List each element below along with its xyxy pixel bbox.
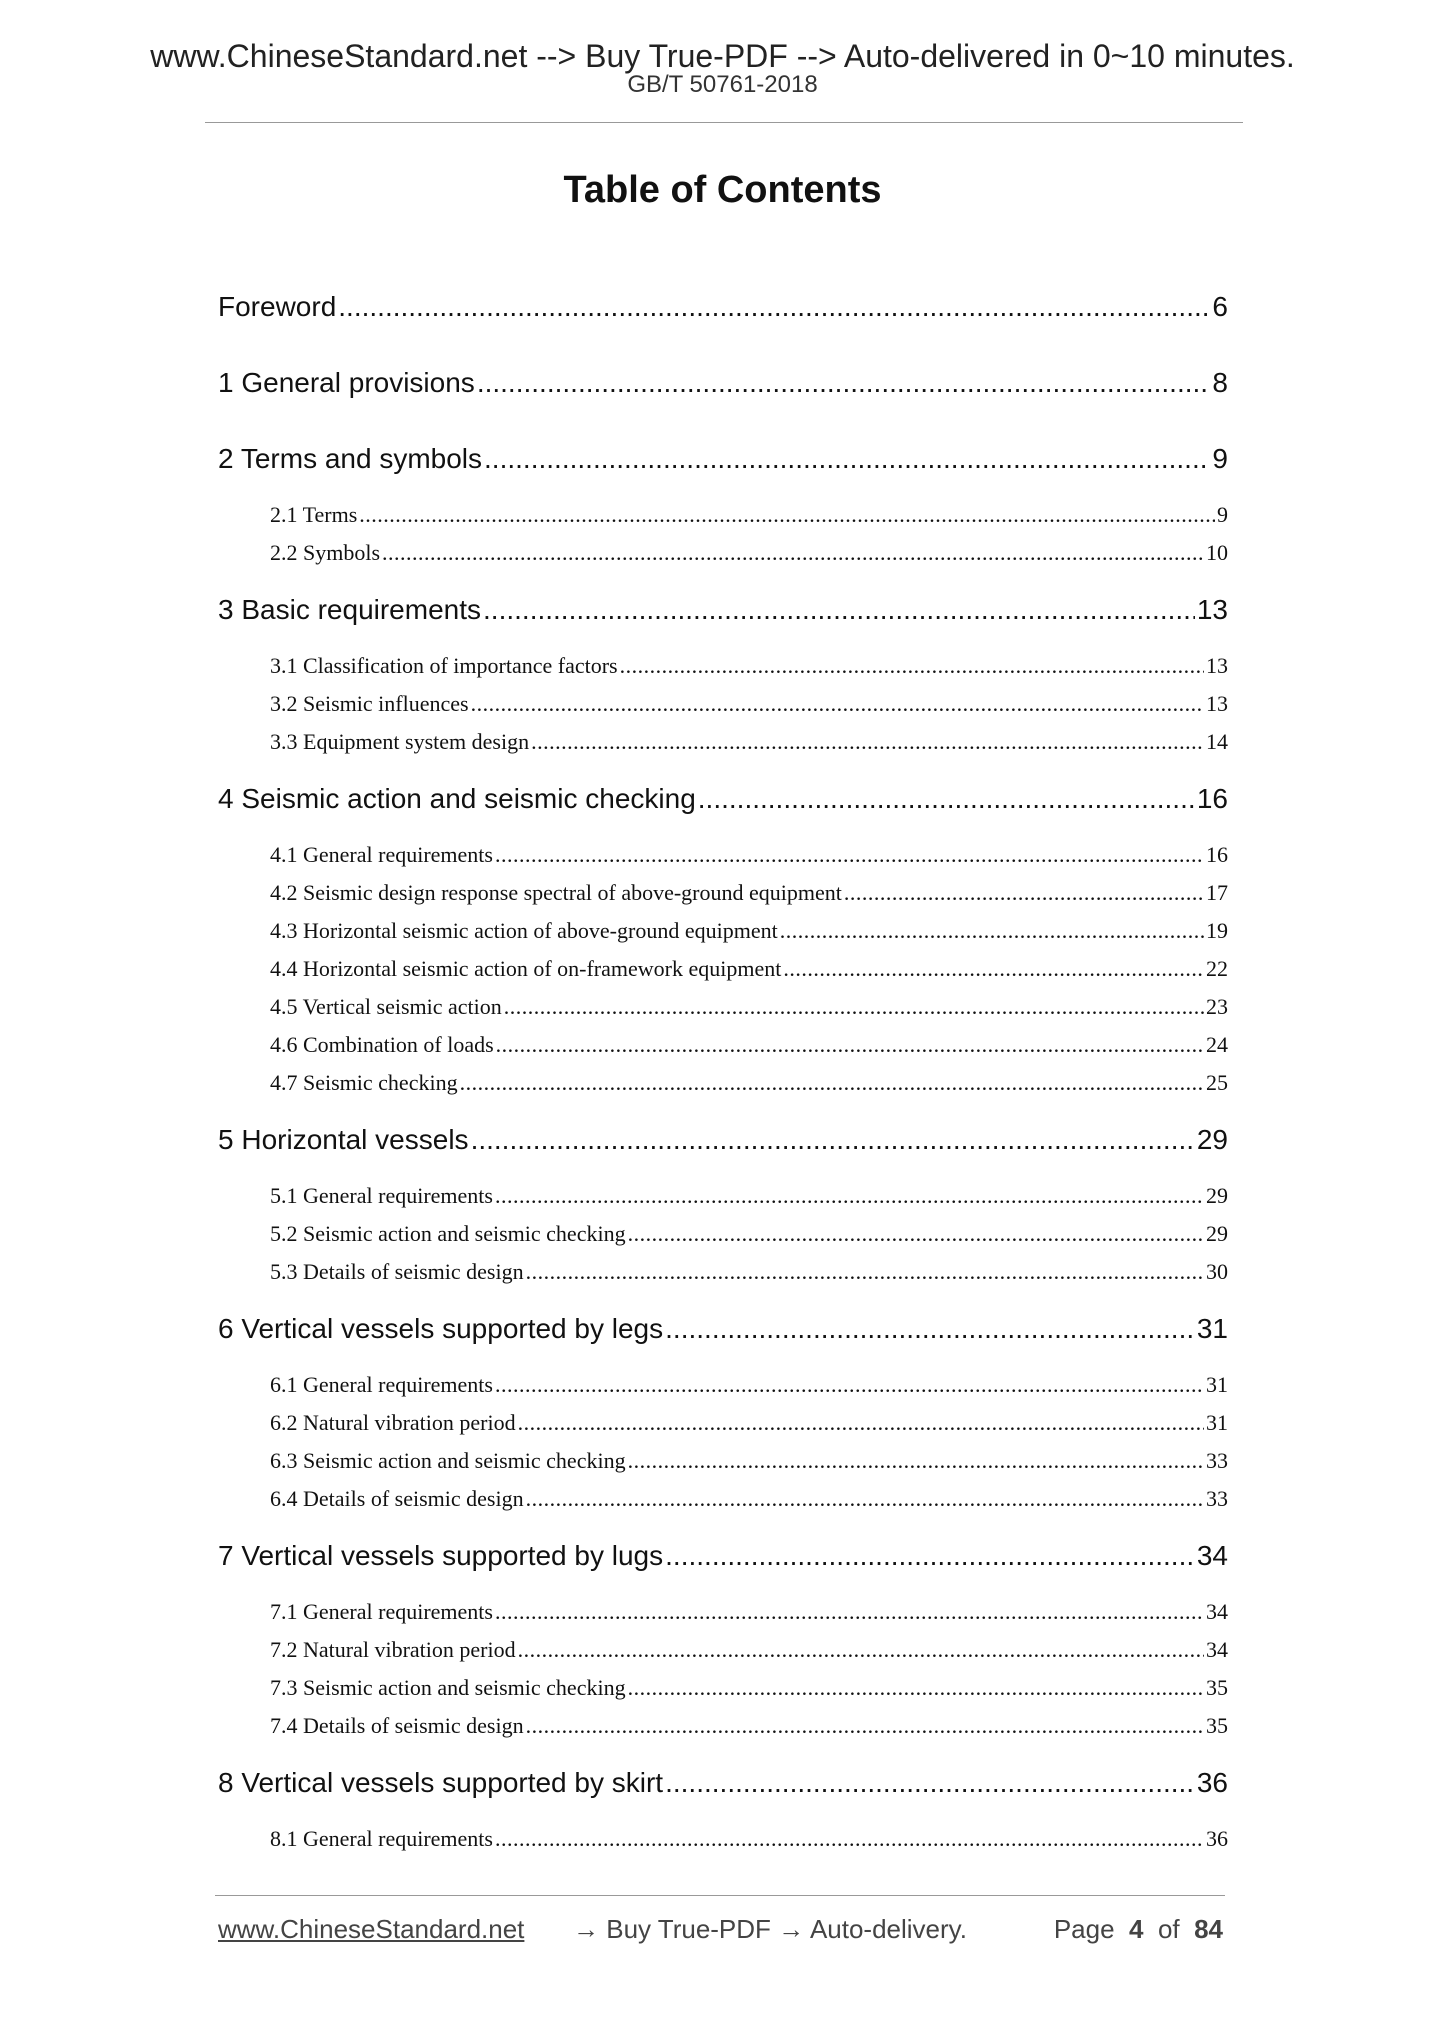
toc-entry-label: 4.5 Vertical seismic action xyxy=(270,994,502,1019)
toc-entry-label: 8.1 General requirements xyxy=(270,1826,493,1851)
page-of: of xyxy=(1157,1914,1180,1944)
toc-entry-page: 8 xyxy=(1212,367,1228,398)
toc-dot-leader xyxy=(477,366,1211,400)
toc-dot-leader xyxy=(495,841,1204,869)
toc-dot-leader xyxy=(359,501,1215,529)
toc-chapter-entry[interactable] xyxy=(218,366,1228,400)
toc-entry-page: 13 xyxy=(1206,653,1228,678)
toc-dot-leader xyxy=(526,1258,1204,1286)
toc-entry-label: 7.1 General requirements xyxy=(270,1599,493,1624)
header-banner: www.ChineseStandard.net --> Buy True-PDF --> Auto-delivered in 0~10 minutes. xyxy=(150,38,1295,74)
toc-entry-page: 16 xyxy=(1196,783,1228,814)
toc-entry-page: 30 xyxy=(1206,1259,1228,1284)
toc-section-entry[interactable] xyxy=(270,879,1228,907)
toc-dot-leader xyxy=(620,652,1204,680)
toc-entry-page: 36 xyxy=(1206,1826,1228,1851)
toc-entry-page: 24 xyxy=(1206,1032,1228,1057)
toc-dot-leader xyxy=(783,955,1204,983)
page-word: Page xyxy=(1053,1914,1115,1944)
toc-entry-label: 6 Vertical vessels supported by legs xyxy=(218,1313,664,1344)
toc-section-entry[interactable] xyxy=(270,1182,1228,1210)
toc-dot-leader xyxy=(628,1674,1204,1702)
toc-entry-page: 29 xyxy=(1206,1221,1228,1246)
toc-section-entry[interactable] xyxy=(270,1674,1228,1702)
toc-chapter-entry[interactable] xyxy=(218,290,1228,324)
toc-entry-page: 31 xyxy=(1196,1313,1228,1344)
toc-dot-leader xyxy=(531,728,1204,756)
toc-entry-page: 19 xyxy=(1206,918,1228,943)
toc-section-entry[interactable] xyxy=(270,955,1228,983)
toc-chapter-entry[interactable] xyxy=(218,593,1228,627)
toc-entry-page: 13 xyxy=(1196,594,1228,625)
toc-dot-leader xyxy=(460,1069,1204,1097)
footer-site-link[interactable]: www.ChineseStandard.net xyxy=(218,1914,525,1944)
toc-entry-label: 7.2 Natural vibration period xyxy=(270,1637,516,1662)
toc-entry-page: 14 xyxy=(1206,729,1228,754)
toc-section-entry[interactable] xyxy=(270,690,1228,718)
toc-chapter-entry[interactable] xyxy=(218,442,1228,476)
toc-section-entry[interactable] xyxy=(270,1825,1228,1853)
toc-entry-label: 2.2 Symbols xyxy=(270,540,381,565)
toc-entry-page: 33 xyxy=(1206,1448,1228,1473)
toc-dot-leader xyxy=(504,993,1204,1021)
toc-dot-leader xyxy=(496,1031,1204,1059)
toc-section-entry[interactable] xyxy=(270,1258,1228,1286)
toc-dot-leader xyxy=(338,290,1210,324)
toc-entry-label: 4.2 Seismic design response spectral of above-ground equipment xyxy=(270,880,842,905)
toc-entry-page: 33 xyxy=(1206,1486,1228,1511)
toc-dot-leader xyxy=(665,1312,1195,1346)
toc-entry-page: 22 xyxy=(1206,956,1228,981)
toc-entry-label: 6.2 Natural vibration period xyxy=(270,1410,516,1435)
footer-divider xyxy=(215,1895,1225,1896)
toc-entry-label: 2.1 Terms xyxy=(270,502,358,527)
toc-section-entry[interactable] xyxy=(270,539,1228,567)
toc-section-entry[interactable] xyxy=(270,1485,1228,1513)
toc-entry-label: 5 Horizontal vessels xyxy=(218,1124,469,1155)
toc-chapter-entry[interactable] xyxy=(218,1123,1228,1157)
toc-entry-page: 23 xyxy=(1206,994,1228,1019)
toc-section-entry[interactable] xyxy=(270,652,1228,680)
toc-entry-label: 4.4 Horizontal seismic action of on-framework equipment xyxy=(270,956,782,981)
toc-section-entry[interactable] xyxy=(270,1447,1228,1475)
toc-entry-page: 36 xyxy=(1196,1767,1228,1798)
toc-entry-page: 25 xyxy=(1206,1070,1228,1095)
page-current: 4 xyxy=(1129,1914,1144,1944)
toc-section-entry[interactable] xyxy=(270,1636,1228,1664)
page-total: 84 xyxy=(1194,1914,1223,1944)
toc-entry-page: 16 xyxy=(1206,842,1228,867)
toc-entry-label: 6.1 General requirements xyxy=(270,1372,493,1397)
toc-dot-leader xyxy=(780,917,1204,945)
page-title: Table of Contents xyxy=(563,169,882,211)
toc-entry-page: 31 xyxy=(1206,1410,1228,1435)
toc-entry-page: 17 xyxy=(1206,880,1228,905)
toc-dot-leader xyxy=(495,1371,1204,1399)
toc-section-entry[interactable] xyxy=(270,917,1228,945)
toc-entry-page: 29 xyxy=(1206,1183,1228,1208)
toc-entry-page: 10 xyxy=(1206,540,1228,565)
toc-dot-leader xyxy=(518,1636,1204,1664)
toc-entry-page: 34 xyxy=(1206,1599,1228,1624)
toc-entry-page: 34 xyxy=(1206,1637,1228,1662)
toc-entry-page: 9 xyxy=(1217,502,1228,527)
toc-section-entry[interactable] xyxy=(270,1220,1228,1248)
toc-entry-page: 35 xyxy=(1206,1675,1228,1700)
toc-entry-label: 7.3 Seismic action and seismic checking xyxy=(270,1675,626,1700)
toc-dot-leader xyxy=(526,1485,1204,1513)
toc-entry-label: 3.2 Seismic influences xyxy=(270,691,469,716)
footer-tagline: → Buy True-PDF → Auto-delivery. xyxy=(573,1914,967,1944)
toc-entry-page: 31 xyxy=(1206,1372,1228,1397)
standard-number: GB/T 50761-2018 xyxy=(627,71,818,98)
toc-dot-leader xyxy=(495,1825,1204,1853)
toc-dot-leader xyxy=(471,690,1204,718)
toc-entry-page: 13 xyxy=(1206,691,1228,716)
toc-entry-label: 4 Seismic action and seismic checking xyxy=(218,783,696,814)
toc-entry-label: 7 Vertical vessels supported by lugs xyxy=(218,1540,664,1571)
toc-entry-page: 6 xyxy=(1212,291,1228,322)
toc-entry-label: 5.3 Details of seismic design xyxy=(270,1259,524,1284)
toc-dot-leader xyxy=(628,1447,1204,1475)
toc-entry-label: 6.3 Seismic action and seismic checking xyxy=(270,1448,626,1473)
toc-entry-label: 3.1 Classification of importance factors xyxy=(270,653,618,678)
toc-chapter-entry[interactable] xyxy=(218,1766,1228,1800)
toc-dot-leader xyxy=(483,593,1195,627)
toc-entry-page: 9 xyxy=(1212,443,1228,474)
toc-entry-label: 2 Terms and symbols xyxy=(218,443,483,474)
page-indicator xyxy=(1054,1912,1223,1946)
toc-dot-leader xyxy=(665,1766,1195,1800)
toc-dot-leader xyxy=(526,1712,1204,1740)
toc-dot-leader xyxy=(495,1598,1204,1626)
toc-section-entry[interactable] xyxy=(270,841,1228,869)
toc-dot-leader xyxy=(484,442,1210,476)
toc-entry-label: 4.7 Seismic checking xyxy=(270,1070,458,1095)
toc-dot-leader xyxy=(495,1182,1204,1210)
toc-dot-leader xyxy=(471,1123,1195,1157)
toc-chapter-entry[interactable] xyxy=(218,782,1228,816)
toc-section-entry[interactable] xyxy=(270,1031,1228,1059)
toc-chapter-entry[interactable] xyxy=(218,1539,1228,1573)
toc-entry-label: 8 Vertical vessels supported by skirt xyxy=(218,1767,664,1798)
toc-entry-label: 6.4 Details of seismic design xyxy=(270,1486,524,1511)
toc-entry-label: 4.1 General requirements xyxy=(270,842,493,867)
toc-dot-leader xyxy=(628,1220,1204,1248)
toc-entry-label: 7.4 Details of seismic design xyxy=(270,1713,524,1738)
toc-entry-label: 4.3 Horizontal seismic action of above-ground equipment xyxy=(270,918,778,943)
toc-section-entry[interactable] xyxy=(270,501,1228,529)
toc-dot-leader xyxy=(382,539,1204,567)
toc-dot-leader xyxy=(698,782,1195,816)
toc-entry-page: 34 xyxy=(1196,1540,1228,1571)
toc-entry-page: 29 xyxy=(1196,1124,1228,1155)
toc-entry-label: 1 General provisions xyxy=(218,367,475,398)
toc-entry-label: 3.3 Equipment system design xyxy=(270,729,530,754)
toc-section-entry[interactable] xyxy=(270,728,1228,756)
page-footer xyxy=(218,1912,1223,1946)
toc-section-entry[interactable] xyxy=(270,1598,1228,1626)
toc-section-entry[interactable] xyxy=(270,1371,1228,1399)
toc-dot-leader xyxy=(844,879,1204,907)
toc-dot-leader xyxy=(665,1539,1195,1573)
toc-section-entry[interactable] xyxy=(270,993,1228,1021)
toc-entry-label: 3 Basic requirements xyxy=(218,594,482,625)
toc-section-entry[interactable] xyxy=(270,1712,1228,1740)
toc-chapter-entry[interactable] xyxy=(218,1312,1228,1346)
toc-entry-label: 4.6 Combination of loads xyxy=(270,1032,494,1057)
toc-entry-page: 35 xyxy=(1206,1713,1228,1738)
toc-dot-leader xyxy=(518,1409,1204,1437)
toc-section-entry[interactable] xyxy=(270,1409,1228,1437)
toc-entry-label: Foreword xyxy=(218,291,337,322)
toc-entry-label: 5.1 General requirements xyxy=(270,1183,493,1208)
toc-section-entry[interactable] xyxy=(270,1069,1228,1097)
toc-entry-label: 5.2 Seismic action and seismic checking xyxy=(270,1221,626,1246)
header-divider xyxy=(205,122,1243,123)
